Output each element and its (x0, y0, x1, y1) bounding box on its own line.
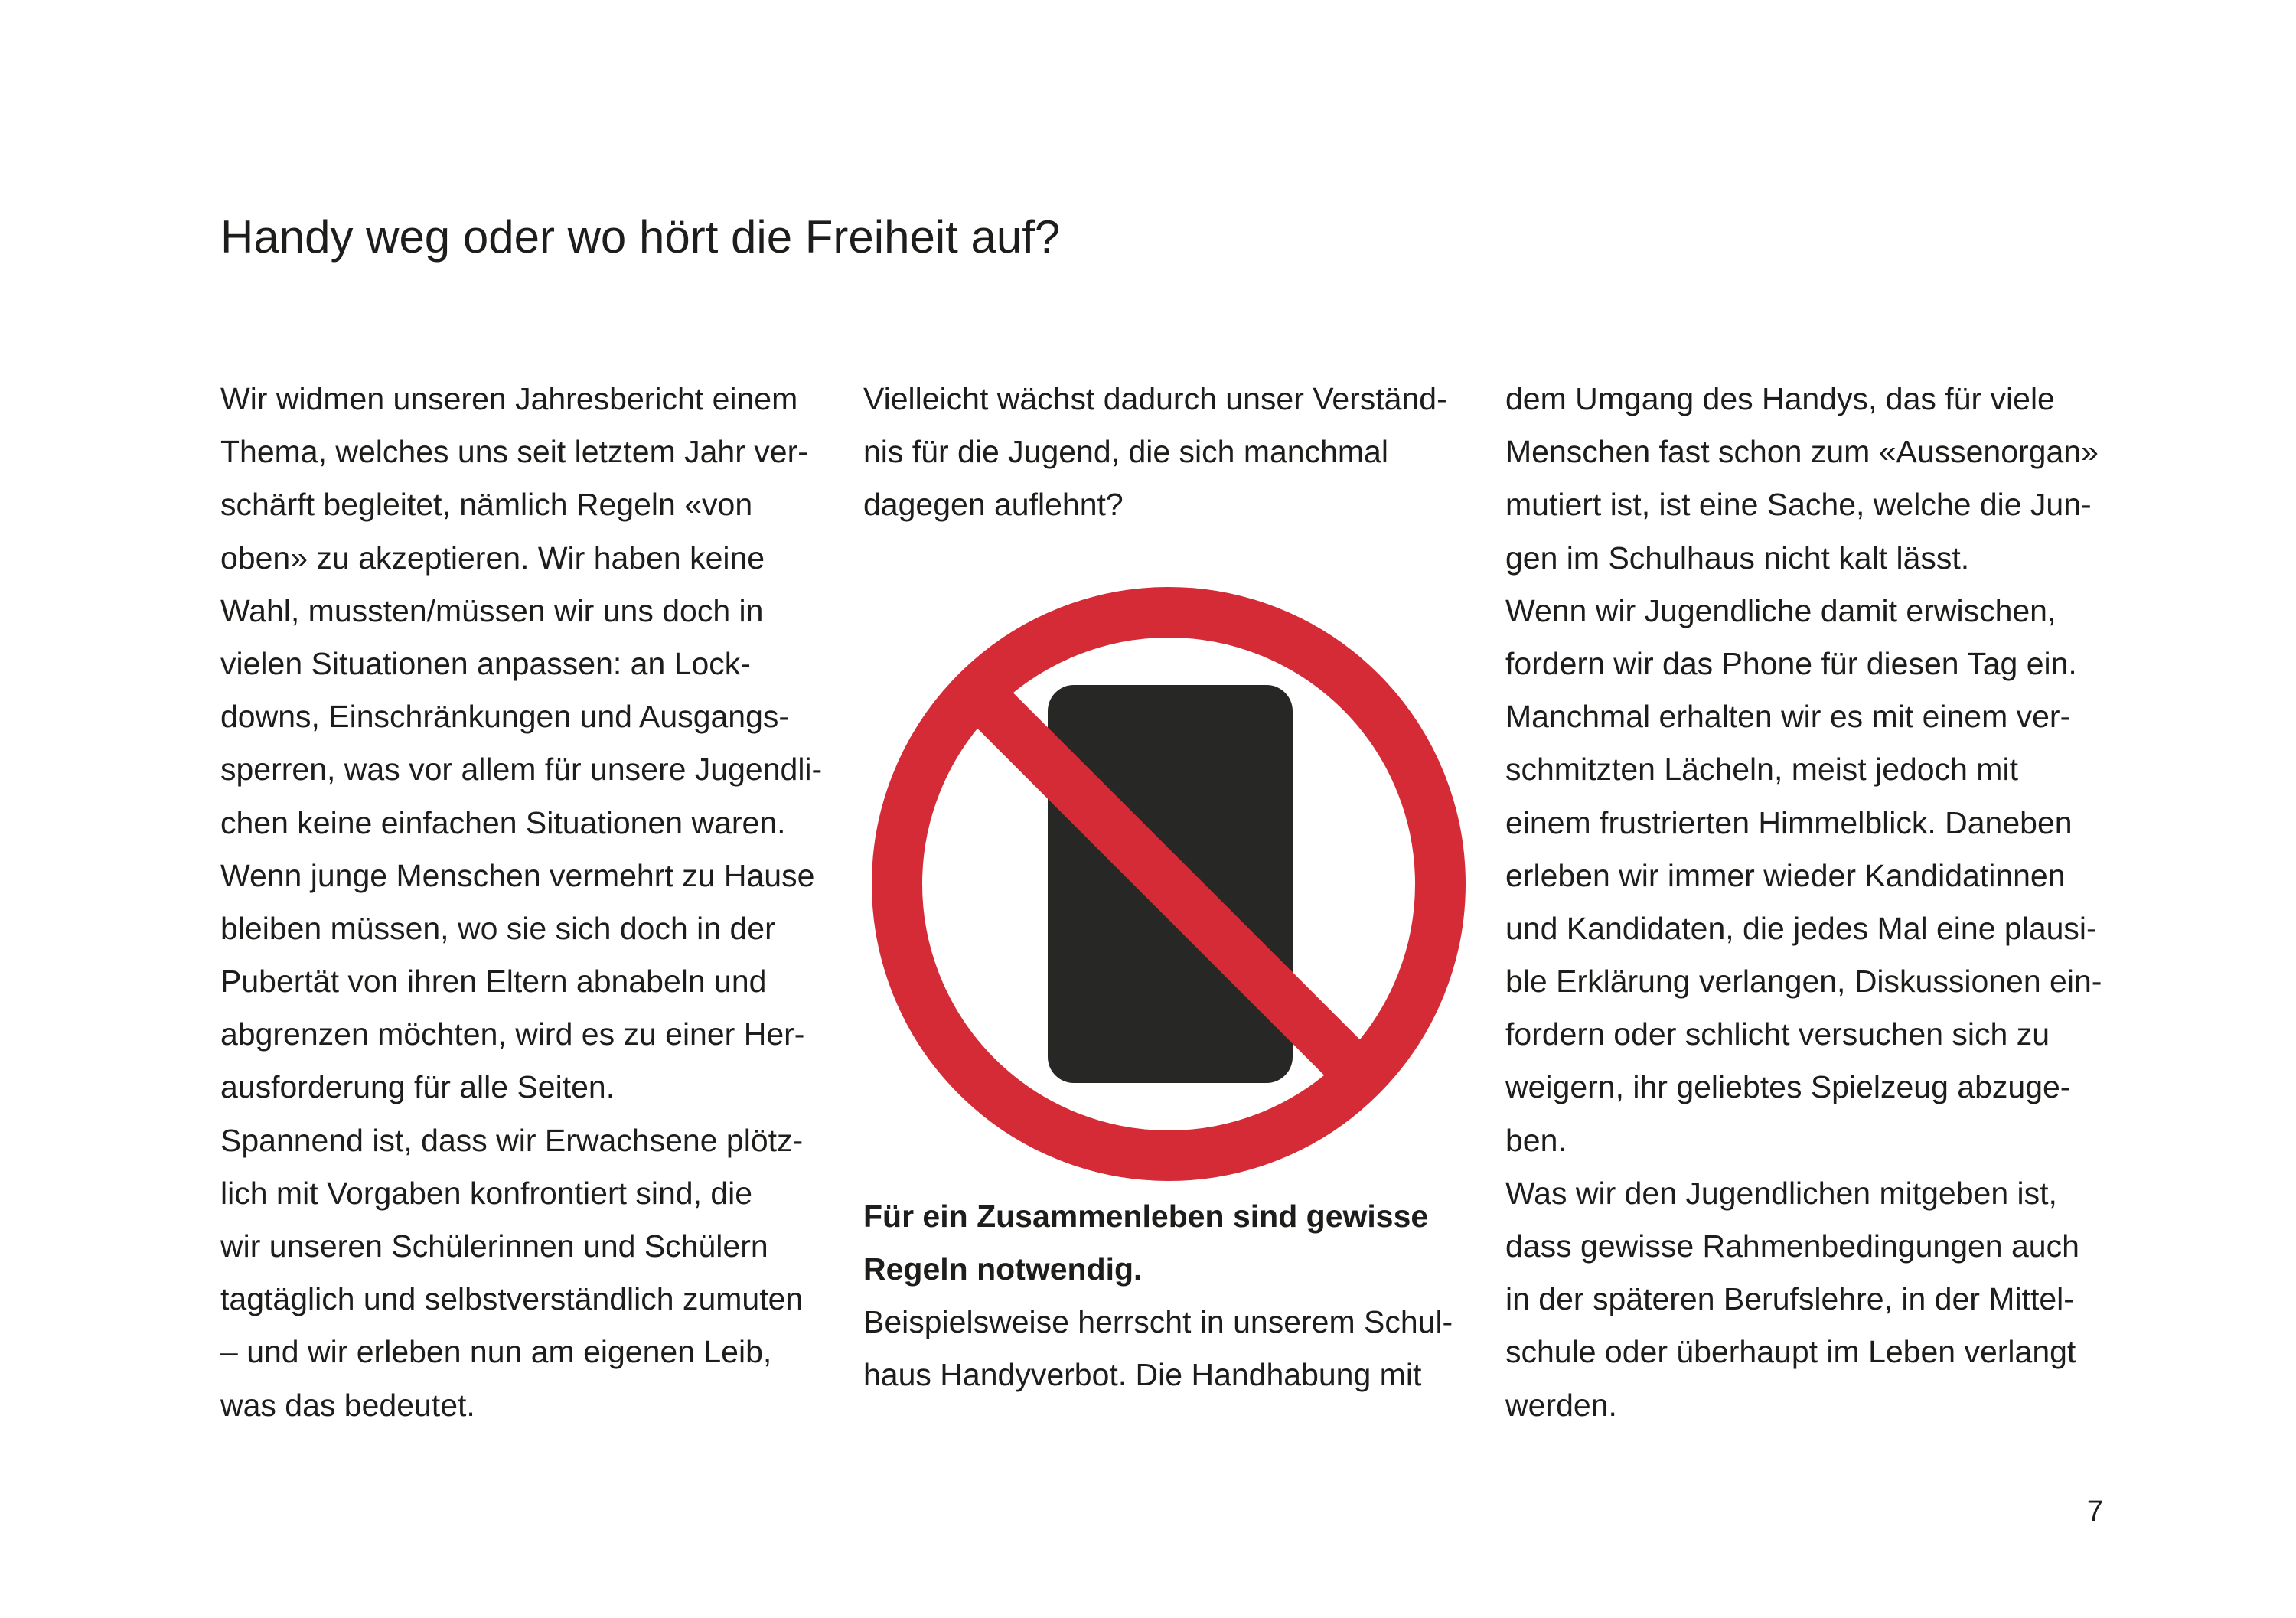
text-line: mutiert ist, ist eine Sache, welche die Jun- (1505, 487, 2092, 523)
text-line: nis für die Jugend, die sich manchmal (863, 434, 1388, 470)
section-heading-line: Regeln notwendig. (863, 1251, 1143, 1287)
page-number: 7 (2086, 1496, 2103, 1528)
text-line: tagtäglich und selbstverständlich zumuten (220, 1281, 804, 1317)
text-line: Beispielsweise herrscht in unserem Schul- (863, 1303, 1453, 1339)
text-line: gen im Schulhaus nicht kalt lässt. (1505, 540, 1970, 576)
text-line: Vielleicht wächst dadurch unser Verständ- (863, 381, 1447, 416)
text-line: erleben wir immer wieder Kandidatinnen (1505, 857, 2066, 893)
text-line: Wir widmen unseren Jahresbericht einem (220, 381, 798, 416)
text-line: Pubertät von ihren Eltern abnabeln und (220, 964, 767, 1000)
text-line: fordern wir das Phone für diesen Tag ein. (1505, 645, 2077, 681)
text-line: Spannend ist, dass wir Erwachsene plötz- (220, 1122, 804, 1158)
text-line: wir unseren Schülerinnen und Schülern (220, 1228, 768, 1264)
text-line: Wahl, mussten/müssen wir uns doch in (220, 592, 764, 628)
text-line: Menschen fast schon zum «Aussenorgan» (1505, 434, 2099, 470)
text-line: – und wir erleben nun am eigenen Leib, (220, 1334, 772, 1370)
text-line: ben. (1505, 1122, 1567, 1158)
text-line: sperren, was vor allem für unsere Jugendli- (220, 752, 823, 788)
text-line: haus Handyverbot. Die Handhabung mit (863, 1357, 1422, 1393)
no-phone-sign-icon (863, 578, 1475, 1190)
text-line: Was wir den Jugendlichen mitgeben ist, (1505, 1175, 2057, 1211)
text-line: schärft begleitet, nämlich Regeln «von (220, 487, 753, 523)
text-line: einem frustrierten Himmelblick. Daneben (1505, 804, 2073, 840)
text-line: bleiben müssen, wo sie sich doch in der (220, 910, 775, 946)
text-line: chen keine einfachen Situationen waren. (220, 804, 786, 840)
text-line: dem Umgang des Handys, das für viele (1505, 381, 2055, 416)
text-line: ble Erklärung verlangen, Diskussionen ein- (1505, 964, 2102, 1000)
text-line: in der späteren Berufslehre, in der Mittel- (1505, 1281, 2074, 1317)
text-column-1 (220, 373, 833, 1432)
text-line: Wenn wir Jugendliche damit erwischen, (1505, 592, 2056, 628)
text-line: vielen Situationen anpassen: an Lock- (220, 645, 751, 681)
text-line: schmitzten Lächeln, meist jedoch mit (1505, 752, 2018, 788)
text-line: Manchmal erhalten wir es mit einem ver- (1505, 699, 2071, 735)
text-line: lich mit Vorgaben konfrontiert sind, die (220, 1175, 753, 1211)
text-column-3 (1505, 373, 2118, 1432)
text-line: downs, Einschränkungen und Ausgangs- (220, 699, 790, 735)
text-line: abgrenzen möchten, wird es zu einer Her- (220, 1016, 805, 1052)
text-line: Thema, welches uns seit letztem Jahr ver- (220, 434, 808, 470)
text-line: ausforderung für alle Seiten. (220, 1069, 615, 1105)
text-line: schule oder überhaupt im Leben verlangt (1505, 1334, 2076, 1370)
text-line: werden. (1505, 1387, 1617, 1423)
text-line: dass gewisse Rahmenbedingungen auch (1505, 1228, 2079, 1264)
text-line: Wenn junge Menschen vermehrt zu Hause (220, 857, 815, 893)
section-heading-line: Für ein Zusammenleben sind gewisse (863, 1198, 1429, 1234)
text-line: oben» zu akzeptieren. Wir haben keine (220, 540, 765, 576)
page-title: Handy weg oder wo hört die Freiheit auf? (220, 211, 1061, 263)
text-line: und Kandidaten, die jedes Mal eine plausi- (1505, 910, 2097, 946)
text-line: was das bedeutet. (220, 1387, 475, 1423)
text-line: dagegen auflehnt? (863, 487, 1124, 523)
text-line: fordern oder schlicht versuchen sich zu (1505, 1016, 2050, 1052)
text-line: weigern, ihr geliebtes Spielzeug abzuge- (1505, 1069, 2071, 1105)
